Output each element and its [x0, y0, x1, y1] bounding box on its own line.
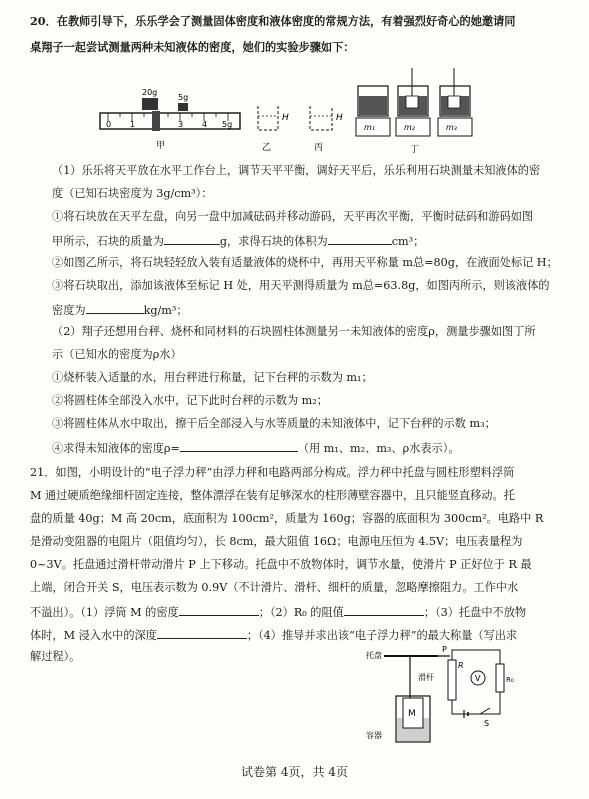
q21-l8-a: 体时，M 浸入水中的深度 — [30, 629, 157, 642]
rod-label: 滑杆 — [418, 673, 434, 682]
q20-step1-line2 — [52, 233, 424, 249]
mark-H-yi: H — [282, 113, 289, 123]
rider-icon — [152, 111, 160, 131]
q20-intro-line1: 20．在教师引导下，乐乐学会了测量固体密度和液体密度的常规方法，有着强烈好奇心的她邀请同 — [30, 14, 516, 28]
scale-tick-5g: 5g — [222, 120, 233, 129]
R-label: R — [458, 661, 464, 670]
q21-l8-b: ；（4）推导并求出该“电子浮力秤”的最大称量（写出求 — [246, 629, 518, 642]
q20-step1-line1: ①将石块放在天平左盘，向另一盘中加减砝码并移动游码，天平再次平衡，平衡时砝码和游码如图 — [52, 210, 534, 223]
step4-text-a: ④求得未知液体的密度ρ= — [52, 442, 180, 455]
scale-2 — [396, 68, 430, 136]
label-jia: 甲 — [156, 141, 166, 151]
slider-P-label: P — [442, 645, 447, 654]
page-footer: 试卷第 4页，共 4页 — [241, 765, 348, 779]
mark-H-bing: H — [336, 113, 343, 123]
weight-20g-icon — [142, 98, 158, 110]
q20-step3-line1: ③将石块取出，添加该液体至标记 H 处，用天平测得质量为 m总=63.8g，如图丙所示，则该液体的 — [52, 279, 550, 292]
q20-step2: ②如图乙所示，将石块轻轻放入装有适量液体的烧杯中，再用天平称量 m总=80g，在液面处标记 H； — [52, 256, 558, 269]
q20-part1-line1: （1）乐乐将天平放在水平工作台上，调节天平平衡，调好天平后，乐乐利用石块测量未知液体的密 — [52, 164, 541, 177]
answer-blank-R0[interactable] — [344, 604, 424, 616]
answer-blank-mass[interactable] — [164, 233, 220, 245]
q21-line1: 21．如图，小明设计的“电子浮力秤”由浮力秤和电路两部分构成。浮力秤中托盘与圆柱形塑料浮筒 — [30, 466, 515, 479]
q20-part1-line2: 度（已知石块密度为 3g/cm³）： — [52, 187, 213, 200]
scale-3 — [438, 68, 472, 136]
q20-part2-step1: ①烧杯装入适量的水，用台秤进行称量，记下台秤的示数为 m₁； — [52, 371, 373, 384]
q20-step3-line2 — [52, 302, 188, 318]
q20-part2-line1: （2）翔子还想用台秤、烧杯和同材料的石块圆柱体测量另一未知液体的密度ρ，测量步骤如图丁所 — [52, 325, 536, 338]
figure-yi-bing — [252, 96, 352, 154]
step3-text-a: 密度为 — [52, 304, 86, 317]
label-ding: 丁 — [410, 145, 420, 155]
beaker-yi — [258, 106, 278, 130]
label-yi: 乙 — [262, 143, 272, 153]
q21-line6: 上端，闭合开关 S，电压表示数为 0.9V（不计滑片、滑杆、细杆的质量，忽略摩擦阻力。工作中水 — [30, 581, 519, 594]
weight-5g-label: 5g — [178, 93, 189, 102]
figure-jia-balance — [96, 84, 246, 154]
step1-text-b: g，求得石块的体积为 — [219, 235, 328, 248]
q20-intro-line2: 桌翔子一起尝试测量两种未知液体的密度，她们的实验步骤如下： — [30, 40, 355, 54]
M-label: M — [408, 709, 416, 719]
q21-line7 — [30, 604, 526, 620]
scale-1 — [356, 86, 390, 136]
step1-text-a: 甲所示，石块的质量为 — [52, 235, 164, 248]
m1-label: m₁ — [364, 123, 375, 132]
V-label: V — [475, 674, 481, 683]
q21-l7-b: ；（2）R₀ 的阻值 — [258, 606, 344, 619]
scale-tick-3: 3 — [178, 120, 184, 129]
resistor-R — [448, 660, 456, 700]
q20-part2-step3: ③将圆柱体从水中取出，擦干后全部浸入与水等质量的未知液体中，记下台秤的示数 m₃； — [52, 417, 496, 430]
q20-part2-step2: ②将圆柱体全部没入水中，记下此时台秤的示数为 m₂； — [52, 394, 328, 407]
step4-text-b: （用 m₁、m₂、m₃、ρ水表示）。 — [297, 442, 460, 455]
q20-part2-line2: 示（已知水的密度为ρ水） — [52, 348, 182, 361]
q21-line5: 0~3V。托盘通过滑杆带动滑片 P 上下移动。托盘中不放物体时，调节水量，使滑片 P 正好位于 R 最 — [30, 558, 532, 571]
scale-tick-1: 1 — [130, 120, 136, 129]
scale-beam — [100, 113, 240, 129]
answer-blank-volume[interactable] — [328, 233, 392, 245]
m2-label: m₂ — [404, 123, 415, 132]
q21-line2: M 通过硬质绝缘细杆固定连接，整体漂浮在装有足够深水的柱形薄壁容器中，且只能竖直移动。托 — [30, 489, 515, 502]
R0-label: R₀ — [506, 676, 514, 684]
q21-line9: 解过程）。 — [30, 650, 81, 663]
answer-blank-M-density[interactable] — [179, 604, 259, 616]
q21-line4: 是滑动变阻器的电阻片（阻值均匀），长 8cm，最大阻值 16Ω；电源电压恒为 4.5V；电压表量程为 — [30, 535, 523, 548]
tray-label: 托盘 — [366, 651, 382, 660]
weight-5g-icon — [178, 103, 188, 111]
answer-blank-density[interactable] — [86, 302, 144, 314]
q21-l7-c: ；（3）托盘中不放物 — [423, 606, 527, 619]
answer-blank-depth[interactable] — [157, 627, 247, 639]
m3-label: m₃ — [446, 123, 457, 132]
figure-q21-circuit — [366, 640, 526, 752]
q21-l7-a: 不溢出）。（1）浮筒 M 的密度 — [30, 606, 179, 619]
scale-tick-0: 0 — [106, 120, 112, 129]
step1-text-c: cm³； — [391, 235, 425, 248]
resistor-R0 — [496, 664, 504, 692]
switch-S-icon — [480, 708, 490, 714]
figure-ding-scales — [354, 66, 484, 158]
beaker-bing — [310, 106, 332, 130]
container-label: 容器 — [366, 731, 382, 740]
q21-line3: 盘的质量 40g；M 高 20cm，底面积为 100cm²，质量为 160g；容器的底面积为 300cm²。电路中 R — [30, 512, 544, 525]
label-bing: 丙 — [314, 143, 324, 153]
scale-tick-4: 4 — [202, 120, 208, 129]
q20-part2-step4 — [52, 440, 460, 456]
weight-20g-label: 20g — [142, 88, 158, 97]
S-label: S — [484, 719, 490, 728]
step3-text-b: kg/m³； — [143, 304, 188, 317]
answer-blank-rho[interactable] — [180, 440, 298, 452]
